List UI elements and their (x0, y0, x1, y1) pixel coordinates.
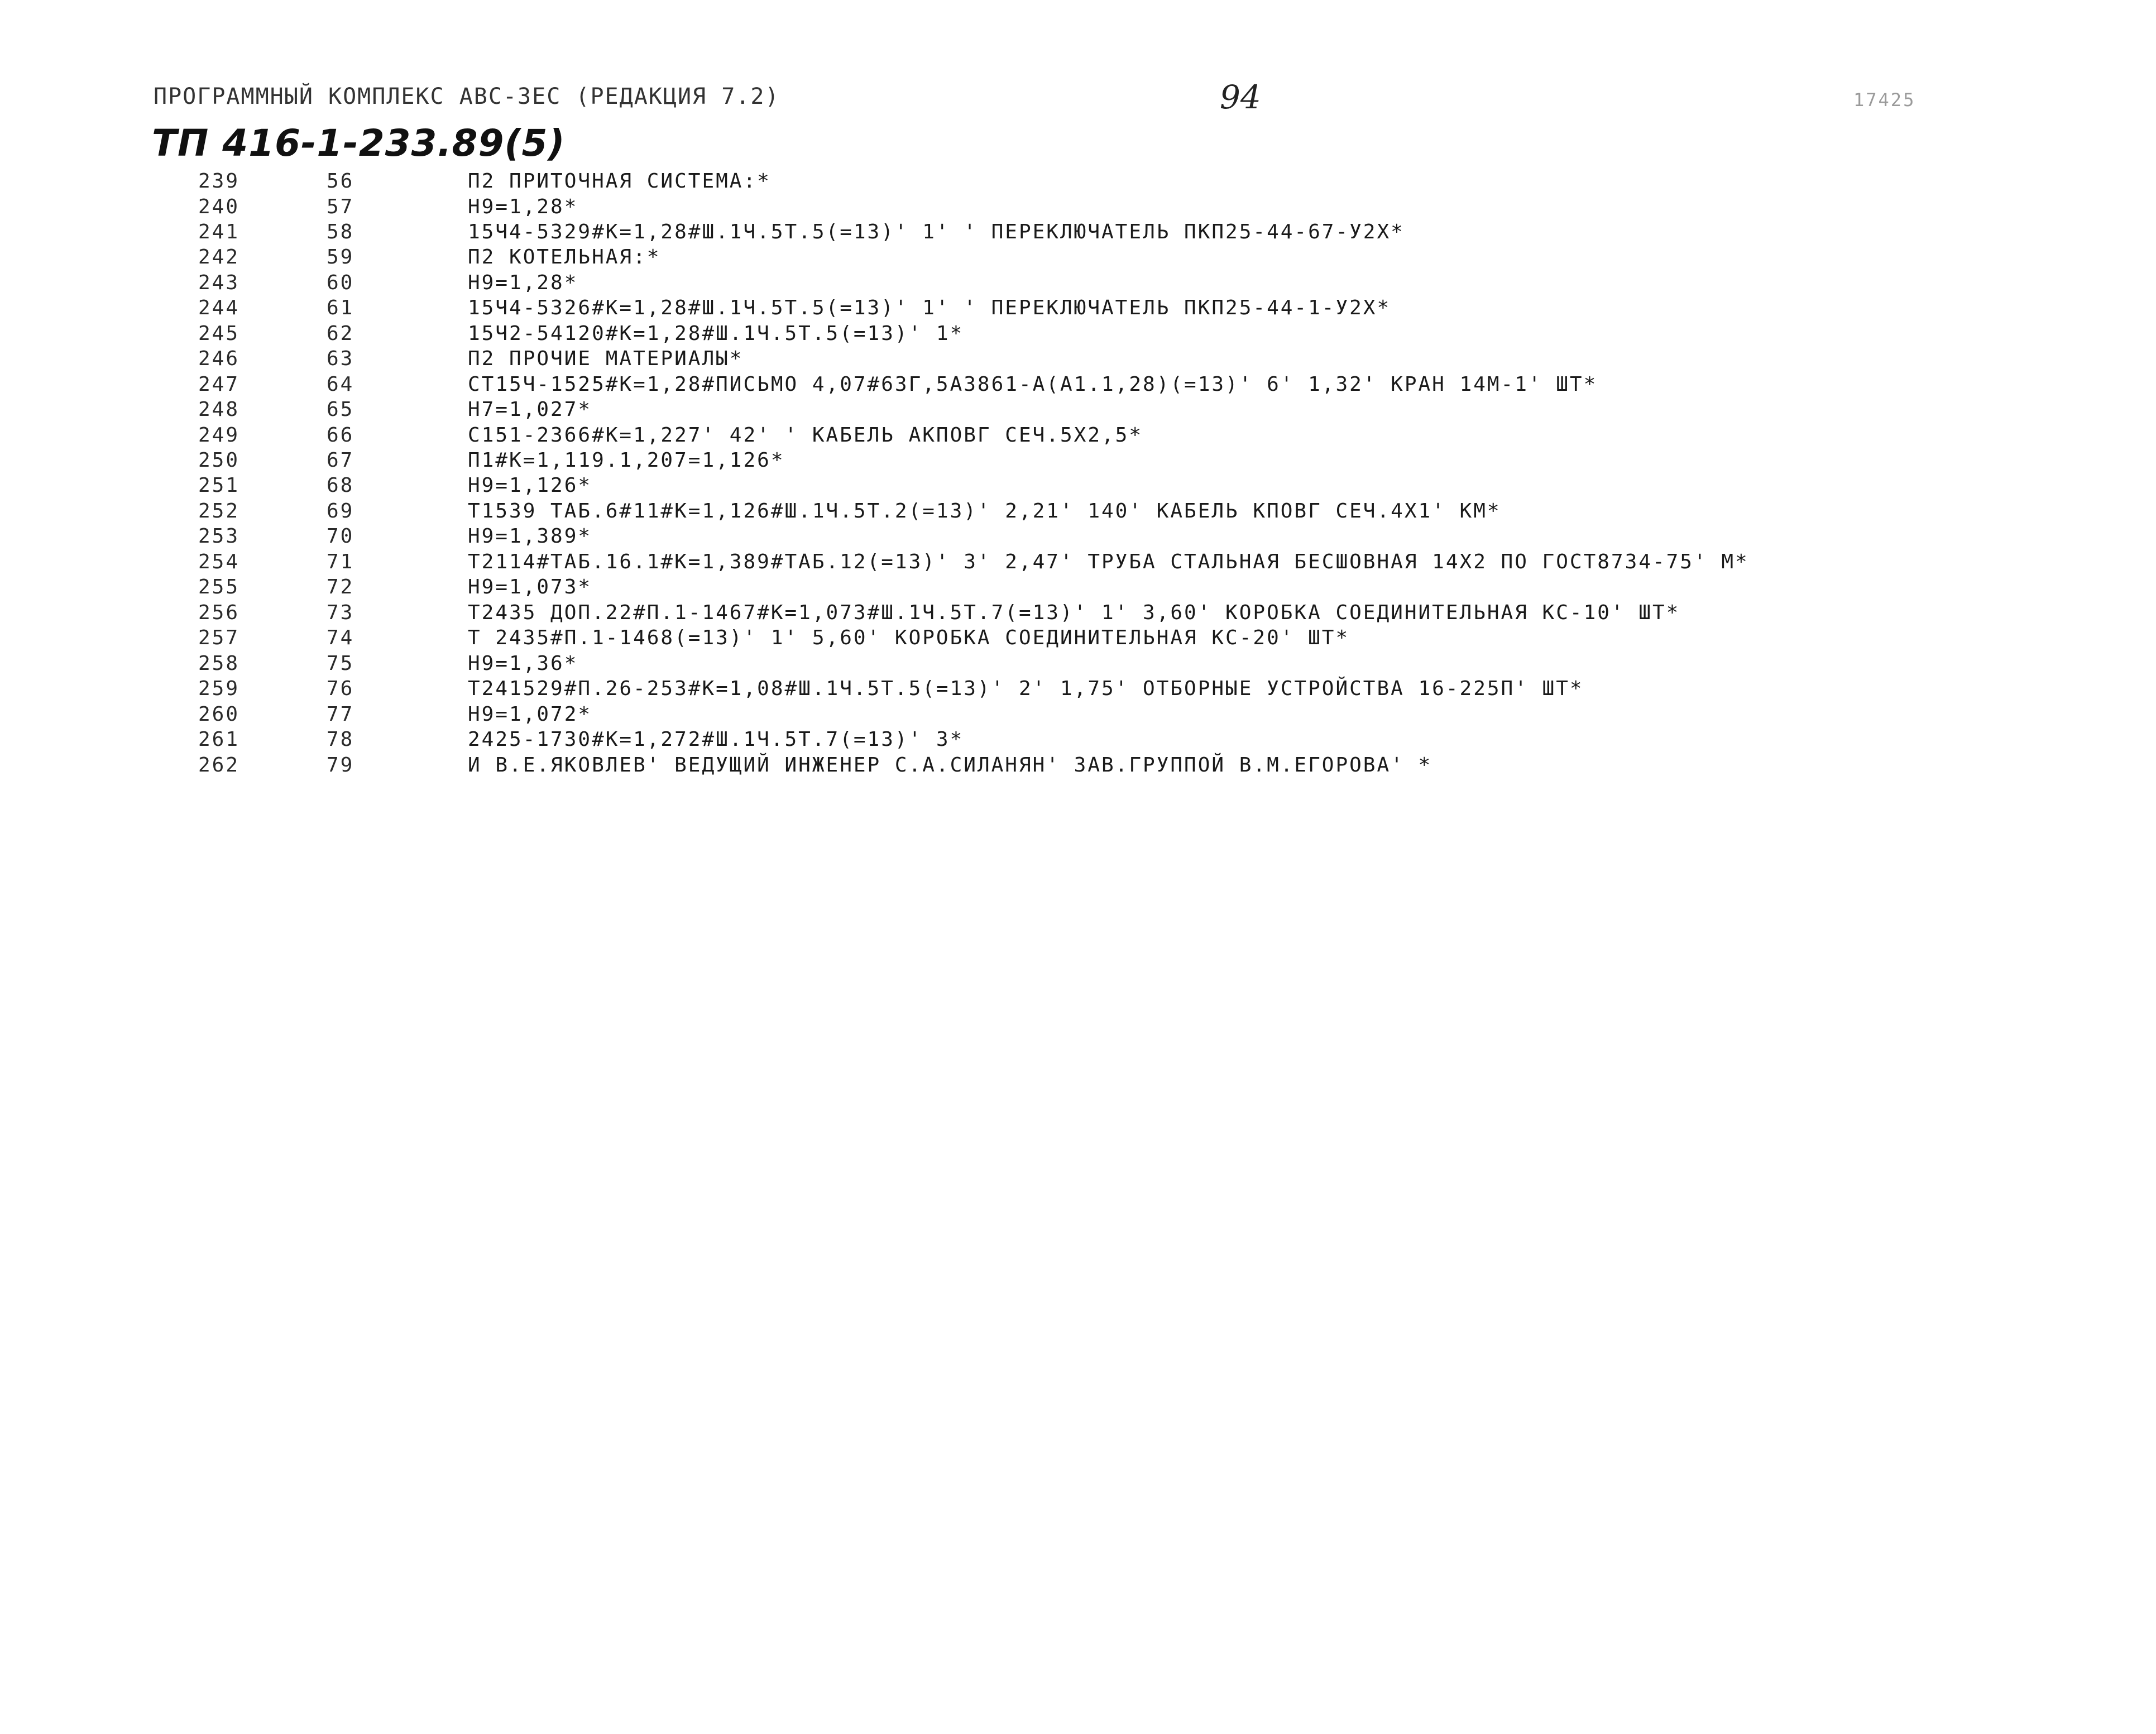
row-code-text: Н9=1,28* (468, 271, 578, 294)
corner-number: 17425 (1853, 89, 1916, 111)
row-line-number: 75 (327, 652, 354, 675)
row-sequence-number: 258 (198, 652, 240, 675)
row-line-number: 67 (327, 449, 354, 472)
row-line-number: 59 (327, 246, 354, 269)
row-sequence-number: 242 (198, 246, 240, 269)
row-code-text: Т2435 ДОП.22#П.1-1467#К=1,073#Ш.1Ч.5Т.7(=13)' 1' 3,60' КОРОБКА СОЕДИНИТЕЛЬНАЯ КС-10' ШТ* (468, 601, 1680, 624)
row-code-text: СТ15Ч-1525#К=1,28#ПИСЬМО 4,07#63Г,5А3861-А(А1.1,28)(=13)' 6' 1,32' КРАН 14М-1' ШТ* (468, 373, 1598, 396)
row-code-text: С151-2366#К=1,227' 42' ' КАБЕЛЬ АКПОВГ СЕЧ.5Х2,5* (468, 424, 1143, 447)
row-line-number: 77 (327, 703, 354, 726)
row-code-text: Н9=1,073* (468, 576, 592, 598)
row-line-number: 57 (327, 195, 354, 218)
row-sequence-number: 252 (198, 500, 240, 523)
row-sequence-number: 246 (198, 347, 240, 370)
row-sequence-number: 253 (198, 525, 240, 548)
row-code-text: 2425-1730#К=1,272#Ш.1Ч.5Т.7(=13)' 3* (468, 728, 964, 751)
page-number: 94 (1220, 78, 1261, 116)
row-line-number: 78 (327, 728, 354, 751)
row-sequence-number: 248 (198, 398, 240, 421)
row-line-number: 69 (327, 500, 354, 523)
row-line-number: 68 (327, 474, 354, 497)
row-code-text: П2 КОТЕЛЬНАЯ:* (468, 246, 661, 269)
row-line-number: 60 (327, 271, 354, 294)
row-code-text: П2 ПРИТОЧНАЯ СИСТЕМА:* (468, 170, 771, 193)
row-code-text: И В.Е.ЯКОВЛЕВ' ВЕДУЩИЙ ИНЖЕНЕР С.А.СИЛАНЯН' ЗАВ.ГРУППОЙ В.М.ЕГОРОВА' * (468, 754, 1432, 777)
row-code-text: Т2114#ТАБ.16.1#К=1,389#ТАБ.12(=13)' 3' 2,47' ТРУБА СТАЛЬНАЯ БЕСШОВНАЯ 14Х2 ПО ГОСТ8734-75' М* (468, 550, 1749, 573)
row-code-text: 15Ч2-54120#К=1,28#Ш.1Ч.5Т.5(=13)' 1* (468, 322, 964, 345)
row-line-number: 58 (327, 221, 354, 243)
row-sequence-number: 251 (198, 474, 240, 497)
row-sequence-number: 243 (198, 271, 240, 294)
row-code-text: Т1539 ТАБ.6#11#К=1,126#Ш.1Ч.5Т.2(=13)' 2,21' 140' КАБЕЛЬ КПОВГ СЕЧ.4Х1' КМ* (468, 500, 1501, 523)
row-sequence-number: 259 (198, 677, 240, 700)
row-sequence-number: 260 (198, 703, 240, 726)
row-code-text: Т241529#П.26-253#К=1,08#Ш.1Ч.5Т.5(=13)' 2' 1,75' ОТБОРНЫЕ УСТРОЙСТВА 16-225П' ШТ* (468, 677, 1584, 700)
row-line-number: 66 (327, 424, 354, 447)
program-header: ПРОГРАММНЫЙ КОМПЛЕКС АВС-3ЕС (РЕДАКЦИЯ 7.2) (154, 84, 780, 109)
row-sequence-number: 245 (198, 322, 240, 345)
row-line-number: 72 (327, 576, 354, 598)
row-line-number: 71 (327, 550, 354, 573)
row-code-text: П2 ПРОЧИЕ МАТЕРИАЛЫ* (468, 347, 744, 370)
row-sequence-number: 254 (198, 550, 240, 573)
row-code-text: П1#К=1,119.1,207=1,126* (468, 449, 785, 472)
row-line-number: 61 (327, 296, 354, 319)
row-code-text: Н9=1,389* (468, 525, 592, 548)
row-code-text: 15Ч4-5329#К=1,28#Ш.1Ч.5Т.5(=13)' 1' ' ПЕРЕКЛЮЧАТЕЛЬ ПКП25-44-67-У2Х* (468, 221, 1405, 243)
row-code-text: Т 2435#П.1-1468(=13)' 1' 5,60' КОРОБКА СОЕДИНИТЕЛЬНАЯ КС-20' ШТ* (468, 626, 1350, 649)
row-line-number: 79 (327, 754, 354, 777)
row-sequence-number: 240 (198, 195, 240, 218)
row-line-number: 62 (327, 322, 354, 345)
row-sequence-number: 239 (198, 170, 240, 193)
row-code-text: Н9=1,072* (468, 703, 592, 726)
row-sequence-number: 257 (198, 626, 240, 649)
row-code-text: Н7=1,027* (468, 398, 592, 421)
row-sequence-number: 250 (198, 449, 240, 472)
row-sequence-number: 241 (198, 221, 240, 243)
row-code-text: Н9=1,36* (468, 652, 578, 675)
row-line-number: 63 (327, 347, 354, 370)
row-sequence-number: 244 (198, 296, 240, 319)
row-sequence-number: 249 (198, 424, 240, 447)
row-line-number: 74 (327, 626, 354, 649)
row-sequence-number: 261 (198, 728, 240, 751)
row-sequence-number: 256 (198, 601, 240, 624)
row-sequence-number: 247 (198, 373, 240, 396)
row-sequence-number: 262 (198, 754, 240, 777)
row-line-number: 76 (327, 677, 354, 700)
row-sequence-number: 255 (198, 576, 240, 598)
row-line-number: 65 (327, 398, 354, 421)
row-code-text: Н9=1,28* (468, 195, 578, 218)
row-code-text: 15Ч4-5326#К=1,28#Ш.1Ч.5Т.5(=13)' 1' ' ПЕРЕКЛЮЧАТЕЛЬ ПКП25-44-1-У2Х* (468, 296, 1391, 319)
row-line-number: 70 (327, 525, 354, 548)
row-line-number: 56 (327, 170, 354, 193)
document-code: ТП 416-1-233.89(5) (152, 122, 566, 165)
row-code-text: Н9=1,126* (468, 474, 592, 497)
row-line-number: 64 (327, 373, 354, 396)
row-line-number: 73 (327, 601, 354, 624)
